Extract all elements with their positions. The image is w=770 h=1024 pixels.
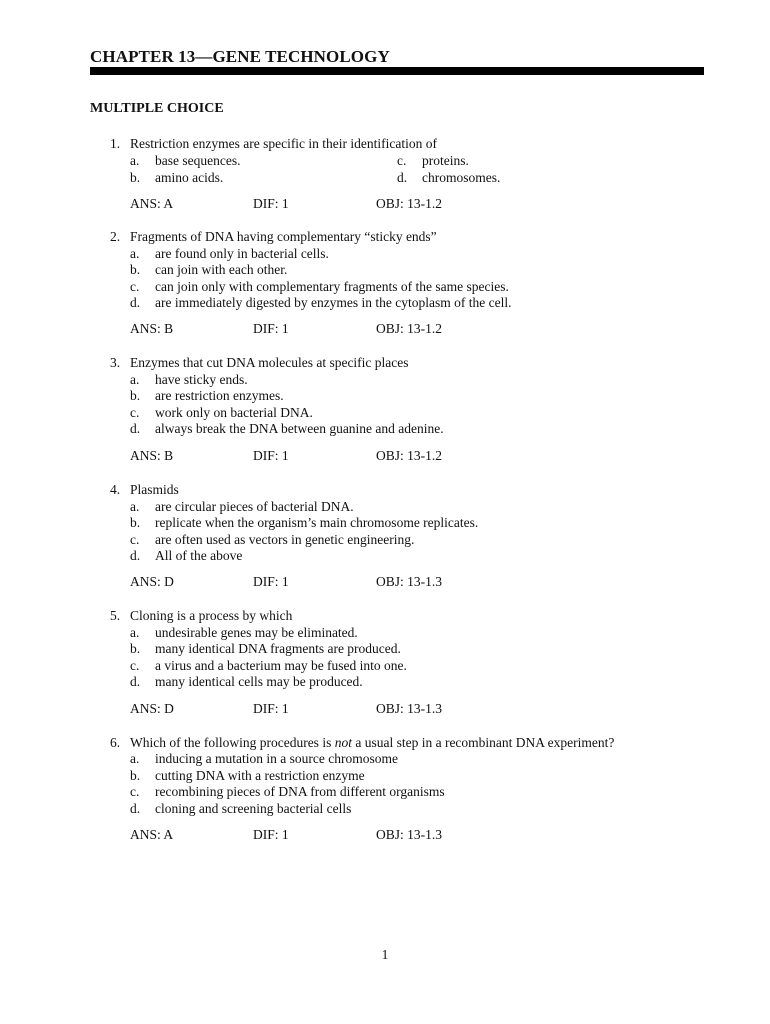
question-stem: Enzymes that cut DNA molecules at specific places <box>130 355 409 370</box>
question-stem: Cloning is a process by which <box>130 608 293 623</box>
option-letter-d: d. <box>130 421 141 436</box>
question-number: 2. <box>110 229 121 244</box>
question-number: 4. <box>110 482 121 497</box>
question-stem: Fragments of DNA having complementary “sticky ends” <box>130 229 437 244</box>
option-letter-a: a. <box>130 625 140 640</box>
option-letter-c: c. <box>130 784 140 799</box>
option-text-b: are restriction enzymes. <box>155 388 284 403</box>
difficulty: DIF: 1 <box>253 827 289 842</box>
option-letter-a: a. <box>130 246 140 261</box>
option-letter-a: a. <box>130 372 140 387</box>
title-rule <box>90 67 704 75</box>
option-text-d: are immediately digested by enzymes in the cytoplasm of the cell. <box>155 295 512 310</box>
option-text-d: cloning and screening bacterial cells <box>155 801 352 816</box>
option-text-d: always break the DNA between guanine and adenine. <box>155 421 444 436</box>
question-number: 6. <box>110 735 121 750</box>
page-number: 1 <box>381 947 389 962</box>
difficulty: DIF: 1 <box>253 574 289 589</box>
objective: OBJ: 13-1.2 <box>376 321 443 336</box>
option-text-b: replicate when the organism’s main chromosome replicates. <box>155 515 479 530</box>
answer-key: ANS: B <box>130 321 174 336</box>
option-letter-c: c. <box>130 532 140 547</box>
option-text-b: can join with each other. <box>155 262 288 277</box>
difficulty: DIF: 1 <box>253 448 289 463</box>
option-text-b: cutting DNA with a restriction enzyme <box>155 768 365 783</box>
option-letter-d: d. <box>397 170 408 185</box>
answer-key: ANS: A <box>130 827 174 842</box>
option-letter-b: b. <box>130 388 141 403</box>
question-stem: Plasmids <box>130 482 179 497</box>
option-letter-b: b. <box>130 515 141 530</box>
option-text-d: many identical cells may be produced. <box>155 674 363 689</box>
option-letter-c: c. <box>130 279 140 294</box>
question-number: 5. <box>110 608 121 623</box>
difficulty: DIF: 1 <box>253 196 289 211</box>
question-number: 3. <box>110 355 121 370</box>
question-stem: Restriction enzymes are specific in their identification of <box>130 136 438 151</box>
option-letter-b: b. <box>130 641 141 656</box>
option-text-c: proteins. <box>422 153 469 168</box>
answer-key: ANS: A <box>130 196 174 211</box>
option-letter-a: a. <box>130 499 140 514</box>
option-text-d: All of the above <box>155 548 243 563</box>
option-text-c: are often used as vectors in genetic engineering. <box>155 532 415 547</box>
difficulty: DIF: 1 <box>253 321 289 336</box>
option-text-a: inducing a mutation in a source chromosome <box>155 751 398 766</box>
option-letter-d: d. <box>130 801 141 816</box>
objective: OBJ: 13-1.2 <box>376 196 443 211</box>
answer-key: ANS: B <box>130 448 174 463</box>
option-letter-d: d. <box>130 674 141 689</box>
objective: OBJ: 13-1.2 <box>376 448 443 463</box>
option-text-a: are found only in bacterial cells. <box>155 246 329 261</box>
option-letter-c: c. <box>130 658 140 673</box>
option-text-b: many identical DNA fragments are produced. <box>155 641 401 656</box>
difficulty: DIF: 1 <box>253 701 289 716</box>
option-text-d: chromosomes. <box>422 170 501 185</box>
option-letter-c: c. <box>130 405 140 420</box>
option-text-b: amino acids. <box>155 170 224 185</box>
question-stem: Which of the following procedures is not a usual step in a recombinant DNA experiment? <box>130 735 615 750</box>
chapter-title: CHAPTER 13—GENE TECHNOLOGY <box>90 47 390 66</box>
option-letter-d: d. <box>130 295 141 310</box>
question-number: 1. <box>110 136 121 151</box>
option-letter-b: b. <box>130 170 141 185</box>
option-text-c: recombining pieces of DNA from different organisms <box>155 784 445 799</box>
option-text-a: undesirable genes may be eliminated. <box>155 625 358 640</box>
objective: OBJ: 13-1.3 <box>376 827 443 842</box>
option-letter-b: b. <box>130 262 141 277</box>
option-letter-c: c. <box>397 153 407 168</box>
option-text-c: work only on bacterial DNA. <box>155 405 313 420</box>
option-text-a: are circular pieces of bacterial DNA. <box>155 499 354 514</box>
option-letter-a: a. <box>130 751 140 766</box>
option-letter-a: a. <box>130 153 140 168</box>
option-letter-b: b. <box>130 768 141 783</box>
answer-key: ANS: D <box>130 574 174 589</box>
objective: OBJ: 13-1.3 <box>376 701 443 716</box>
section-heading: MULTIPLE CHOICE <box>90 101 224 116</box>
option-text-a: have sticky ends. <box>155 372 248 387</box>
option-text-c: a virus and a bacterium may be fused into one. <box>155 658 407 673</box>
objective: OBJ: 13-1.3 <box>376 574 443 589</box>
option-text-a: base sequences. <box>155 153 241 168</box>
answer-key: ANS: D <box>130 701 174 716</box>
option-text-c: can join only with complementary fragments of the same species. <box>155 279 509 294</box>
option-letter-d: d. <box>130 548 141 563</box>
